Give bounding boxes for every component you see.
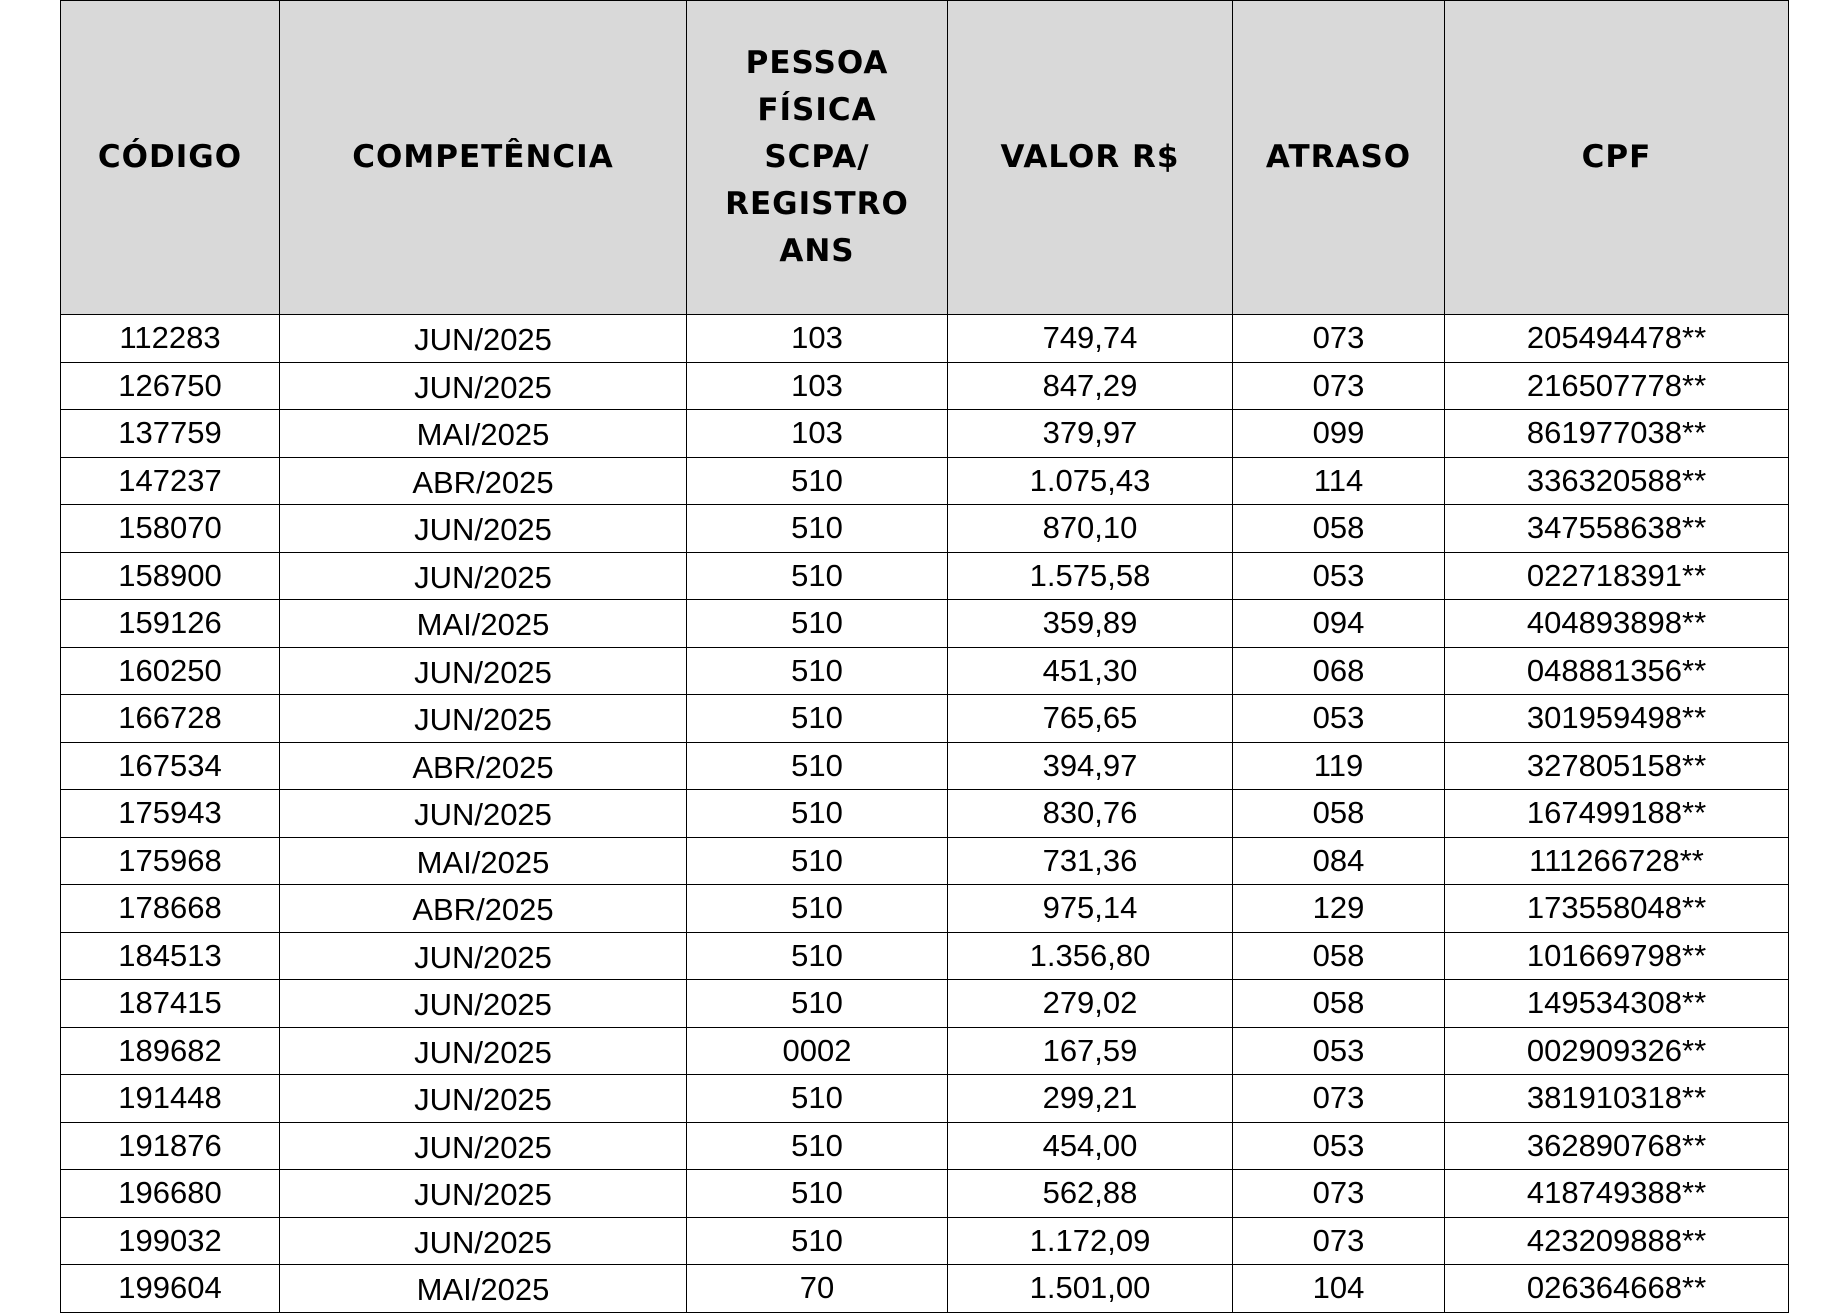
cell-cpf: 022718391** (1445, 552, 1789, 600)
cell-codigo: 189682 (61, 1027, 280, 1075)
cell-valor: 1.075,43 (948, 457, 1233, 505)
table-row (61, 1170, 1789, 1218)
cell-codigo: 166728 (61, 695, 280, 743)
cell-pessoa-fisica: 510 (687, 1170, 948, 1218)
cell-atraso: 073 (1233, 1075, 1445, 1123)
cell-competencia: JUN/2025 (280, 505, 687, 553)
cell-valor: 1.172,09 (948, 1217, 1233, 1265)
cell-atraso: 053 (1233, 1122, 1445, 1170)
cell-pessoa-fisica: 510 (687, 505, 948, 553)
table-row (61, 837, 1789, 885)
header-pessoa-fisica-line: REGISTRO (725, 186, 909, 222)
cell-competencia: MAI/2025 (280, 837, 687, 885)
table-row (61, 1027, 1789, 1075)
cell-competencia: MAI/2025 (280, 1265, 687, 1313)
table-header (61, 1, 1789, 315)
cell-pessoa-fisica: 510 (687, 837, 948, 885)
cell-codigo: 159126 (61, 600, 280, 648)
cell-competencia: JUN/2025 (280, 932, 687, 980)
cell-competencia: JUN/2025 (280, 1122, 687, 1170)
cell-valor: 830,76 (948, 790, 1233, 838)
cell-valor: 379,97 (948, 410, 1233, 458)
cell-codigo: 112283 (61, 315, 280, 363)
cell-codigo: 196680 (61, 1170, 280, 1218)
cell-competencia: MAI/2025 (280, 410, 687, 458)
cell-cpf: 418749388** (1445, 1170, 1789, 1218)
header-codigo-label: CÓDIGO (97, 139, 243, 175)
cell-pessoa-fisica: 103 (687, 410, 948, 458)
cell-competencia: JUN/2025 (280, 647, 687, 695)
cell-pessoa-fisica: 510 (687, 790, 948, 838)
cell-atraso: 094 (1233, 600, 1445, 648)
cell-valor: 765,65 (948, 695, 1233, 743)
cell-atraso: 058 (1233, 932, 1445, 980)
cell-atraso: 073 (1233, 1170, 1445, 1218)
cell-competencia: ABR/2025 (280, 457, 687, 505)
cell-atraso: 129 (1233, 885, 1445, 933)
header-row (61, 1, 1789, 315)
table-row (61, 885, 1789, 933)
table-row (61, 790, 1789, 838)
cell-cpf: 048881356** (1445, 647, 1789, 695)
table-row (61, 695, 1789, 743)
cell-pessoa-fisica: 510 (687, 695, 948, 743)
header-atraso (1233, 1, 1445, 315)
cell-valor: 1.501,00 (948, 1265, 1233, 1313)
cell-atraso: 114 (1233, 457, 1445, 505)
header-cpf-label: CPF (1581, 139, 1652, 175)
cell-valor: 167,59 (948, 1027, 1233, 1075)
cell-cpf: 404893898** (1445, 600, 1789, 648)
cell-pessoa-fisica: 510 (687, 885, 948, 933)
cell-pessoa-fisica: 0002 (687, 1027, 948, 1075)
cell-cpf: 216507778** (1445, 362, 1789, 410)
cell-cpf: 173558048** (1445, 885, 1789, 933)
cell-atraso: 119 (1233, 742, 1445, 790)
cell-valor: 454,00 (948, 1122, 1233, 1170)
header-atraso-label: ATRASO (1265, 139, 1412, 175)
header-cpf (1445, 1, 1789, 315)
cell-competencia: MAI/2025 (280, 600, 687, 648)
cell-codigo: 199604 (61, 1265, 280, 1313)
cell-valor: 451,30 (948, 647, 1233, 695)
cell-pessoa-fisica: 103 (687, 315, 948, 363)
cell-atraso: 058 (1233, 980, 1445, 1028)
table-row (61, 1265, 1789, 1313)
cell-competencia: JUN/2025 (280, 1075, 687, 1123)
cell-codigo: 167534 (61, 742, 280, 790)
cell-atraso: 073 (1233, 1217, 1445, 1265)
cell-competencia: JUN/2025 (280, 315, 687, 363)
cell-cpf: 347558638** (1445, 505, 1789, 553)
cell-pessoa-fisica: 510 (687, 980, 948, 1028)
table-row (61, 600, 1789, 648)
cell-valor: 731,36 (948, 837, 1233, 885)
cell-valor: 1.575,58 (948, 552, 1233, 600)
cell-competencia: JUN/2025 (280, 695, 687, 743)
header-pessoa-fisica (687, 1, 948, 315)
cell-atraso: 099 (1233, 410, 1445, 458)
table-row (61, 410, 1789, 458)
cell-pessoa-fisica: 103 (687, 362, 948, 410)
debt-table-sheet (60, 0, 1788, 1313)
table-row (61, 362, 1789, 410)
cell-codigo: 175943 (61, 790, 280, 838)
debt-table (60, 0, 1789, 1313)
cell-valor: 749,74 (948, 315, 1233, 363)
cell-competencia: JUN/2025 (280, 552, 687, 600)
cell-cpf: 205494478** (1445, 315, 1789, 363)
table-row (61, 1217, 1789, 1265)
cell-pessoa-fisica: 510 (687, 1075, 948, 1123)
cell-codigo: 187415 (61, 980, 280, 1028)
table-row (61, 552, 1789, 600)
cell-valor: 299,21 (948, 1075, 1233, 1123)
header-codigo (61, 1, 280, 315)
cell-codigo: 126750 (61, 362, 280, 410)
cell-cpf: 149534308** (1445, 980, 1789, 1028)
cell-atraso: 053 (1233, 552, 1445, 600)
table-row (61, 315, 1789, 363)
table-body (61, 315, 1789, 1313)
header-pessoa-fisica-line: SCPA/ (764, 139, 870, 175)
cell-valor: 394,97 (948, 742, 1233, 790)
cell-competencia: JUN/2025 (280, 790, 687, 838)
cell-pessoa-fisica: 510 (687, 932, 948, 980)
cell-valor: 1.356,80 (948, 932, 1233, 980)
cell-atraso: 084 (1233, 837, 1445, 885)
header-valor-label: VALOR R$ (1000, 139, 1180, 175)
cell-cpf: 301959498** (1445, 695, 1789, 743)
cell-pessoa-fisica: 510 (687, 1217, 948, 1265)
header-valor (948, 1, 1233, 315)
cell-cpf: 861977038** (1445, 410, 1789, 458)
cell-cpf: 167499188** (1445, 790, 1789, 838)
cell-competencia: JUN/2025 (280, 1217, 687, 1265)
cell-pessoa-fisica: 510 (687, 457, 948, 505)
table-row (61, 932, 1789, 980)
cell-competencia: ABR/2025 (280, 885, 687, 933)
table-row (61, 742, 1789, 790)
cell-cpf: 101669798** (1445, 932, 1789, 980)
cell-competencia: JUN/2025 (280, 362, 687, 410)
cell-pessoa-fisica: 510 (687, 600, 948, 648)
cell-cpf: 327805158** (1445, 742, 1789, 790)
cell-competencia: JUN/2025 (280, 980, 687, 1028)
cell-competencia: ABR/2025 (280, 742, 687, 790)
cell-valor: 870,10 (948, 505, 1233, 553)
cell-pessoa-fisica: 510 (687, 647, 948, 695)
cell-atraso: 053 (1233, 695, 1445, 743)
cell-pessoa-fisica: 510 (687, 1122, 948, 1170)
cell-valor: 279,02 (948, 980, 1233, 1028)
cell-pessoa-fisica: 510 (687, 552, 948, 600)
cell-codigo: 158900 (61, 552, 280, 600)
cell-valor: 975,14 (948, 885, 1233, 933)
cell-codigo: 160250 (61, 647, 280, 695)
table-row (61, 457, 1789, 505)
cell-cpf: 381910318** (1445, 1075, 1789, 1123)
cell-atraso: 068 (1233, 647, 1445, 695)
table-row (61, 1075, 1789, 1123)
cell-pessoa-fisica: 510 (687, 742, 948, 790)
cell-valor: 359,89 (948, 600, 1233, 648)
cell-cpf: 111266728** (1445, 837, 1789, 885)
cell-atraso: 073 (1233, 362, 1445, 410)
cell-competencia: JUN/2025 (280, 1027, 687, 1075)
header-pessoa-fisica-line: ANS (779, 233, 855, 269)
table-row (61, 980, 1789, 1028)
cell-codigo: 199032 (61, 1217, 280, 1265)
cell-atraso: 058 (1233, 790, 1445, 838)
cell-codigo: 158070 (61, 505, 280, 553)
header-competencia (280, 1, 687, 315)
header-competencia-label: COMPETÊNCIA (352, 139, 614, 175)
cell-valor: 847,29 (948, 362, 1233, 410)
cell-codigo: 178668 (61, 885, 280, 933)
table-row (61, 505, 1789, 553)
table-row (61, 647, 1789, 695)
cell-atraso: 104 (1233, 1265, 1445, 1313)
cell-cpf: 026364668** (1445, 1265, 1789, 1313)
cell-pessoa-fisica: 70 (687, 1265, 948, 1313)
table-row (61, 1122, 1789, 1170)
cell-codigo: 191876 (61, 1122, 280, 1170)
cell-atraso: 053 (1233, 1027, 1445, 1075)
header-pessoa-fisica-line: PESSOA (745, 45, 889, 81)
cell-codigo: 184513 (61, 932, 280, 980)
cell-codigo: 147237 (61, 457, 280, 505)
cell-cpf: 336320588** (1445, 457, 1789, 505)
cell-atraso: 073 (1233, 315, 1445, 363)
cell-valor: 562,88 (948, 1170, 1233, 1218)
cell-atraso: 058 (1233, 505, 1445, 553)
cell-codigo: 191448 (61, 1075, 280, 1123)
header-pessoa-fisica-line: FÍSICA (757, 92, 877, 128)
cell-codigo: 137759 (61, 410, 280, 458)
cell-competencia: JUN/2025 (280, 1170, 687, 1218)
cell-cpf: 423209888** (1445, 1217, 1789, 1265)
cell-cpf: 002909326** (1445, 1027, 1789, 1075)
cell-cpf: 362890768** (1445, 1122, 1789, 1170)
cell-codigo: 175968 (61, 837, 280, 885)
